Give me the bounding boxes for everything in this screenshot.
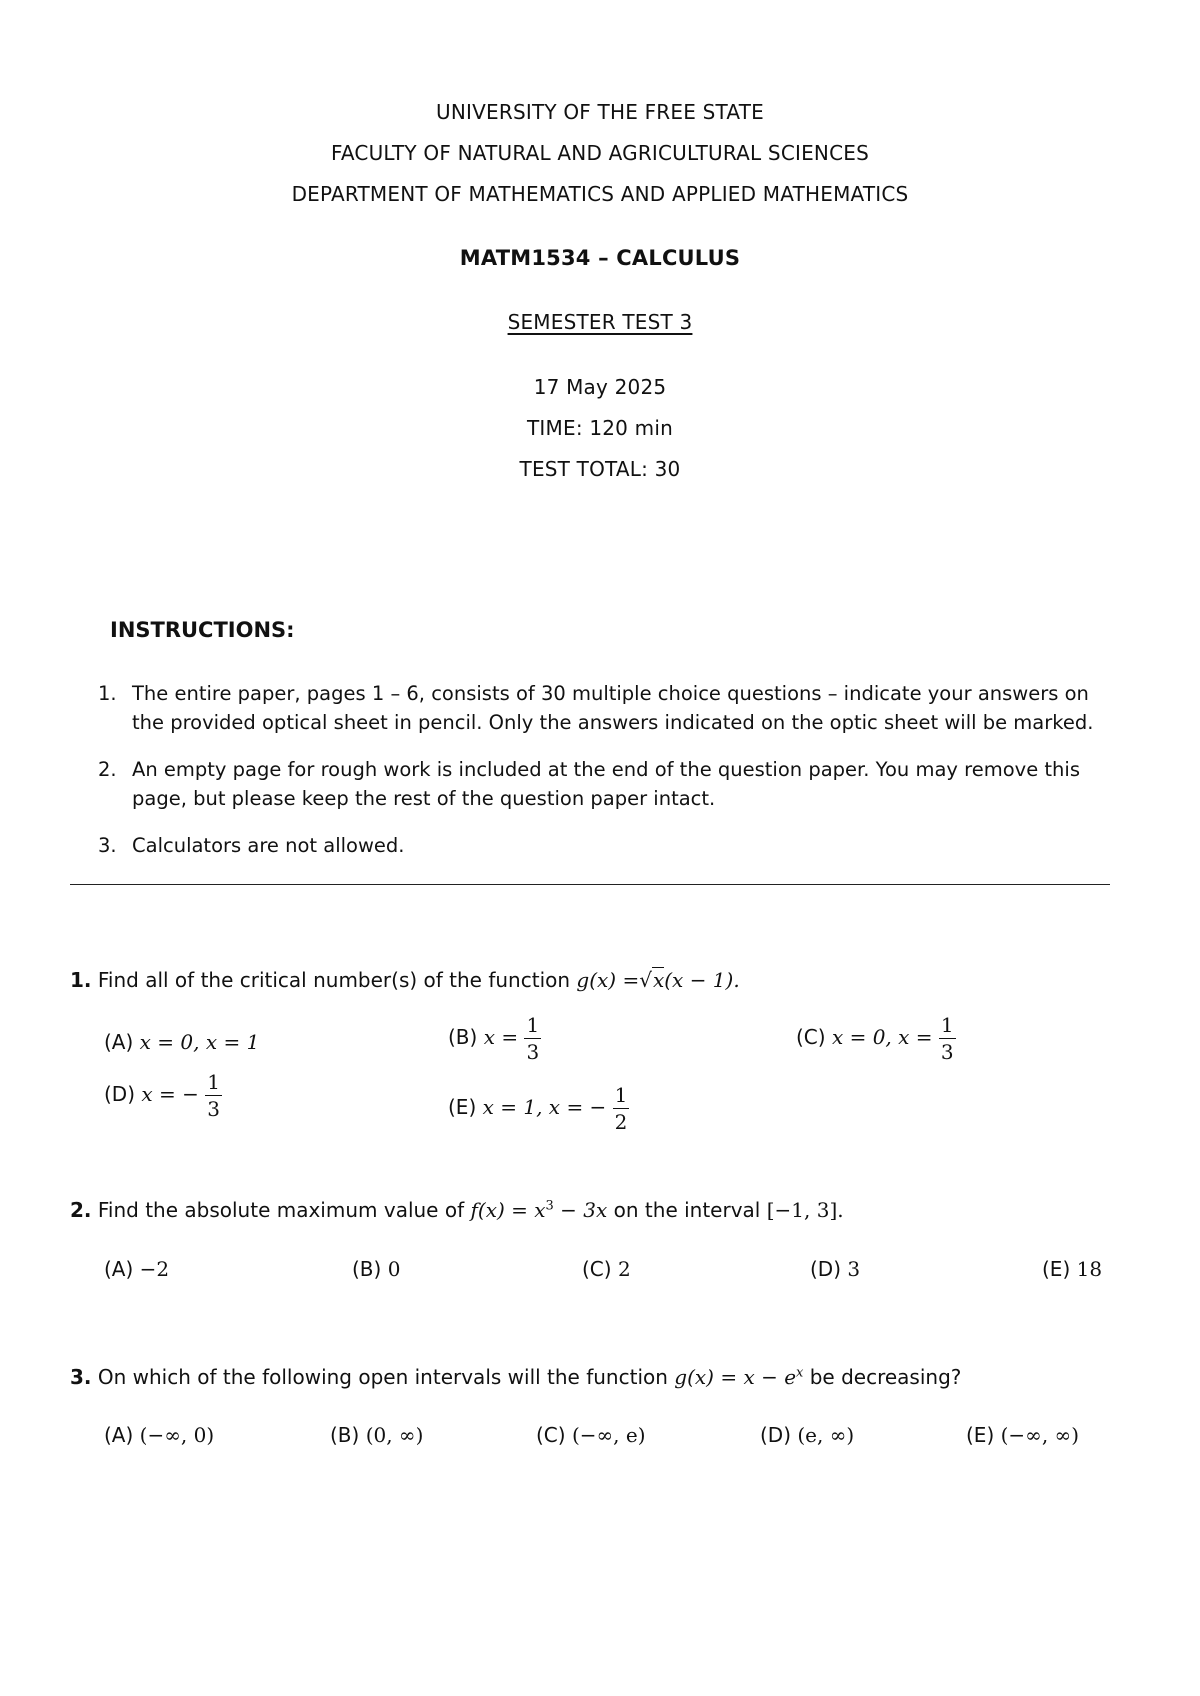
test-name-wrap <box>0 310 1200 334</box>
option-label: (B) <box>448 1025 478 1049</box>
instruction-item <box>98 831 1108 860</box>
fraction-denominator: 3 <box>940 1040 954 1064</box>
instructions-list <box>98 679 1108 878</box>
sqrt-radicand: x <box>652 968 665 992</box>
option-value: (−∞, 0) <box>139 1423 215 1447</box>
question-number: 2. <box>70 1198 92 1222</box>
fraction-numerator: 1 <box>940 1013 954 1037</box>
question-function-rest: − 3x <box>553 1198 608 1222</box>
option-value: (e, ∞) <box>797 1423 855 1447</box>
option-label: (E) <box>448 1095 477 1119</box>
option-label: (D) <box>104 1082 136 1106</box>
q1-option-c[interactable] <box>796 1015 956 1062</box>
question-function: g(x) = x − e <box>674 1365 797 1389</box>
option-value: (0, ∞) <box>365 1423 424 1447</box>
question-interval: [−1, 3]. <box>766 1198 844 1222</box>
q1-option-a[interactable] <box>104 1030 259 1054</box>
option-value: 3 <box>847 1257 861 1281</box>
question-2 <box>70 1198 844 1222</box>
instruction-item <box>98 679 1108 737</box>
instruction-number: 3. <box>98 834 117 857</box>
q3-option-c[interactable] <box>536 1423 646 1447</box>
q3-option-d[interactable] <box>760 1423 854 1447</box>
option-lhs: x = 0, x = <box>831 1025 933 1049</box>
test-date: 17 May 2025 <box>533 375 667 399</box>
q2-option-b[interactable] <box>352 1257 400 1281</box>
option-label: (B) <box>352 1257 382 1281</box>
question-number: 3. <box>70 1365 92 1389</box>
option-lhs: x = − <box>141 1082 199 1106</box>
question-text-after: be decreasing? <box>809 1365 962 1389</box>
q2-option-c[interactable] <box>582 1257 631 1281</box>
option-value: 0 <box>387 1257 401 1281</box>
section-divider <box>70 884 1110 885</box>
instruction-number: 1. <box>98 682 117 705</box>
function-exponent: 3 <box>545 1198 554 1214</box>
option-label: (B) <box>330 1423 360 1447</box>
option-label: (A) <box>104 1423 134 1447</box>
option-expr: x = 0, x = 1 <box>139 1030 260 1054</box>
option-label: (D) <box>810 1257 842 1281</box>
department-name: DEPARTMENT OF MATHEMATICS AND APPLIED MATHEMATICS <box>291 182 909 206</box>
question-3 <box>70 1365 961 1389</box>
option-label: (C) <box>582 1257 612 1281</box>
question-function: f(x) = x <box>470 1198 546 1222</box>
q3-option-a[interactable] <box>104 1423 214 1447</box>
q1-option-d[interactable] <box>104 1072 222 1119</box>
instruction-text: The entire paper, pages 1 – 6, consists of 30 multiple choice questions – indicate your answers on the provided optical sheet in pencil. Only the answers indicated on the optic sheet will be marked. <box>132 682 1094 734</box>
fraction-denominator: 3 <box>526 1040 540 1064</box>
fraction-numerator: 1 <box>526 1013 540 1037</box>
option-label: (A) <box>104 1257 134 1281</box>
option-lhs: x = 1, x = − <box>482 1095 607 1119</box>
instruction-item <box>98 755 1108 813</box>
question-function-rest: (x − 1). <box>664 968 740 992</box>
option-label: (C) <box>796 1025 826 1049</box>
fraction-numerator: 1 <box>614 1083 628 1107</box>
question-text: On which of the following open intervals will the function <box>97 1365 668 1389</box>
option-value: −2 <box>139 1257 170 1281</box>
instruction-text: Calculators are not allowed. <box>132 834 405 857</box>
option-lhs: x = <box>483 1025 519 1049</box>
question-text: Find all of the critical number(s) of the function <box>97 968 571 992</box>
option-fraction <box>939 1015 956 1062</box>
test-name: SEMESTER TEST 3 <box>507 310 693 334</box>
test-time: TIME: 120 min <box>527 416 673 440</box>
option-label: (C) <box>536 1423 566 1447</box>
option-value: 18 <box>1076 1257 1103 1281</box>
instruction-number: 2. <box>98 758 117 781</box>
option-label: (A) <box>104 1030 134 1054</box>
function-exponent: x <box>796 1365 804 1381</box>
question-text-mid: on the interval <box>613 1198 761 1222</box>
fraction-denominator: 3 <box>207 1097 220 1121</box>
question-text: Find the absolute maximum value of <box>97 1198 465 1222</box>
option-fraction <box>613 1085 630 1132</box>
q2-option-d[interactable] <box>810 1257 860 1281</box>
option-fraction <box>205 1072 222 1119</box>
instructions-heading: INSTRUCTIONS: <box>110 618 295 642</box>
option-label: (E) <box>966 1423 995 1447</box>
question-1 <box>70 968 740 992</box>
q1-option-e[interactable] <box>448 1085 629 1132</box>
option-fraction <box>524 1015 541 1062</box>
option-value: 2 <box>617 1257 631 1281</box>
q2-option-e[interactable] <box>1042 1257 1102 1281</box>
q2-option-a[interactable] <box>104 1257 169 1281</box>
fraction-denominator: 2 <box>614 1110 628 1134</box>
university-name: UNIVERSITY OF THE FREE STATE <box>436 100 764 124</box>
question-function-lhs: g(x) = <box>576 968 640 992</box>
instruction-text: An empty page for rough work is included at the end of the question paper. You may remove this page, but please keep the rest of the question paper intact. <box>132 758 1080 810</box>
fraction-numerator: 1 <box>207 1070 220 1094</box>
option-label: (D) <box>760 1423 792 1447</box>
option-value: (−∞, e) <box>571 1423 646 1447</box>
faculty-name: FACULTY OF NATURAL AND AGRICULTURAL SCIENCES <box>331 141 869 165</box>
test-total: TEST TOTAL: 30 <box>519 457 681 481</box>
option-label: (E) <box>1042 1257 1071 1281</box>
sqrt-symbol: √x <box>639 968 665 992</box>
q3-option-b[interactable] <box>330 1423 423 1447</box>
course-title: MATM1534 – CALCULUS <box>459 246 741 270</box>
question-number: 1. <box>70 968 92 992</box>
q1-option-b[interactable] <box>448 1015 541 1062</box>
q3-option-e[interactable] <box>966 1423 1079 1447</box>
option-value: (−∞, ∞) <box>1000 1423 1080 1447</box>
